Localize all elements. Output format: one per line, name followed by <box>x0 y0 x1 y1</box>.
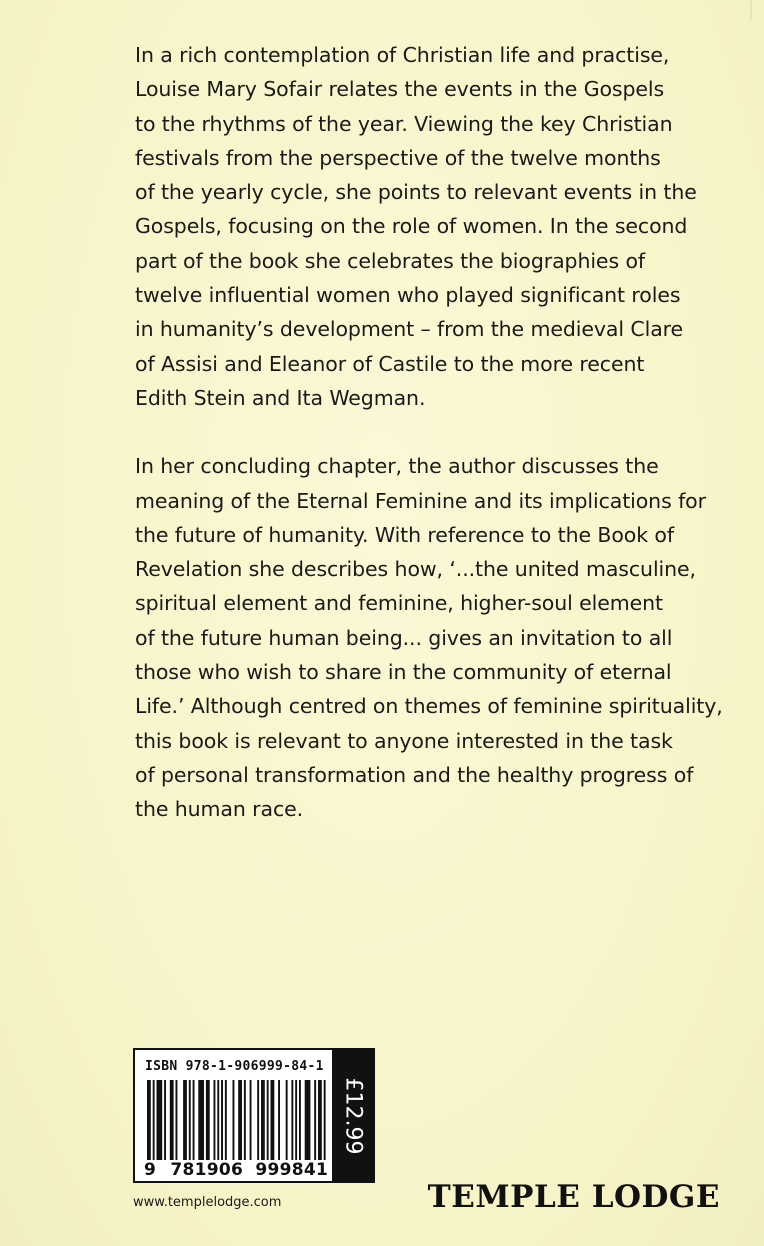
blurb-line: Life.’ Although centred on themes of feminine spirituality, <box>135 694 723 719</box>
blurb-line: In her concluding chapter, the author discusses the <box>135 454 659 479</box>
blurb-line: of personal transformation and the healthy progress of <box>135 762 694 787</box>
barcode-bar <box>176 1080 178 1160</box>
blurb-line: the human race. <box>135 797 304 822</box>
blurb-line: festivals from the perspective of the twelve months <box>135 145 661 170</box>
blurb-paragraph-1 <box>135 38 735 415</box>
blurb-line: Gospels, focusing on the role of women. In the second <box>135 214 688 239</box>
blurb-line: to the rhythms of the year. Viewing the key Christian <box>135 111 673 136</box>
barcode-bar <box>305 1080 311 1160</box>
edge-mark <box>750 0 752 20</box>
blurb-paragraph-2 <box>135 449 735 826</box>
barcode-bar <box>261 1080 265 1160</box>
barcode-bar <box>233 1080 235 1160</box>
barcode-bar <box>257 1080 259 1160</box>
barcode-bar <box>189 1080 191 1160</box>
blurb-line: Revelation she describes how, ‘...the united masculine, <box>135 557 696 582</box>
ean-digits <box>143 1160 333 1180</box>
blurb-text <box>135 38 735 827</box>
barcode-box <box>133 1048 375 1183</box>
barcode-bar <box>314 1080 316 1160</box>
publisher-website: www.templelodge.com <box>133 1195 282 1210</box>
barcode-bar <box>250 1080 252 1160</box>
barcode-bar <box>225 1080 227 1160</box>
barcode-bar <box>147 1080 151 1170</box>
price-panel <box>332 1050 373 1181</box>
barcode-bar <box>299 1080 301 1160</box>
barcode-bar <box>214 1080 216 1160</box>
blurb-line: this book is relevant to anyone interested in the task <box>135 728 673 753</box>
barcode-bar <box>198 1080 204 1160</box>
blurb-line: In a rich contemplation of Christian life and practise, <box>135 43 670 67</box>
barcode-bar <box>271 1080 275 1160</box>
blurb-line: of Assisi and Eleanor of Castile to the more recent <box>135 351 645 376</box>
price-label: £12.99 <box>340 1077 365 1154</box>
barcode-bar <box>164 1080 166 1160</box>
barcode-bar <box>286 1080 288 1160</box>
barcode-bar <box>291 1080 293 1160</box>
blurb-line: in humanity’s development – from the medieval Clare <box>135 317 684 342</box>
blurb-line: Louise Mary Sofair relates the events in the Gospels <box>135 77 665 102</box>
barcode-bar <box>295 1080 297 1160</box>
barcode-bar <box>170 1080 174 1160</box>
barcode-bar <box>278 1080 280 1160</box>
ean-right-digits: 999841 <box>255 1160 329 1180</box>
publisher-name: TEMPLE LODGE <box>427 1179 720 1215</box>
barcode-bar <box>221 1080 223 1160</box>
barcode-bar <box>318 1080 322 1160</box>
blurb-line: Edith Stein and Ita Wegman. <box>135 385 426 410</box>
blurb-line: spiritual element and feminine, higher-soul element <box>135 591 663 616</box>
barcode-bar <box>206 1080 210 1160</box>
barcode-bar <box>244 1080 246 1160</box>
barcode-bars <box>147 1080 327 1170</box>
blurb-line: the future of humanity. With reference to the Book of <box>135 522 674 547</box>
barcode-bar <box>157 1080 163 1160</box>
barcode-bar <box>267 1080 269 1160</box>
barcode-bar <box>238 1080 242 1160</box>
ean-lead-digit: 9 <box>144 1160 157 1180</box>
blurb-line: part of the book she celebrates the biographies of <box>135 248 646 273</box>
blurb-line: those who wish to share in the community of eternal <box>135 660 672 685</box>
barcode-bar <box>217 1080 219 1160</box>
isbn-label: ISBN 978-1-906999-84-1 <box>145 1059 324 1074</box>
barcode-bar <box>324 1080 326 1160</box>
barcode-bar <box>193 1080 195 1160</box>
blurb-line: of the yearly cycle, she points to relevant events in the <box>135 180 697 205</box>
barcode-bar <box>153 1080 155 1170</box>
ean-left-digits: 781906 <box>170 1160 244 1180</box>
barcode-bar <box>183 1080 187 1160</box>
blurb-line: meaning of the Eternal Feminine and its implications for <box>135 488 706 513</box>
blurb-line: twelve influential women who played significant roles <box>135 283 681 308</box>
blurb-line: of the future human being... gives an invitation to all <box>135 625 673 650</box>
